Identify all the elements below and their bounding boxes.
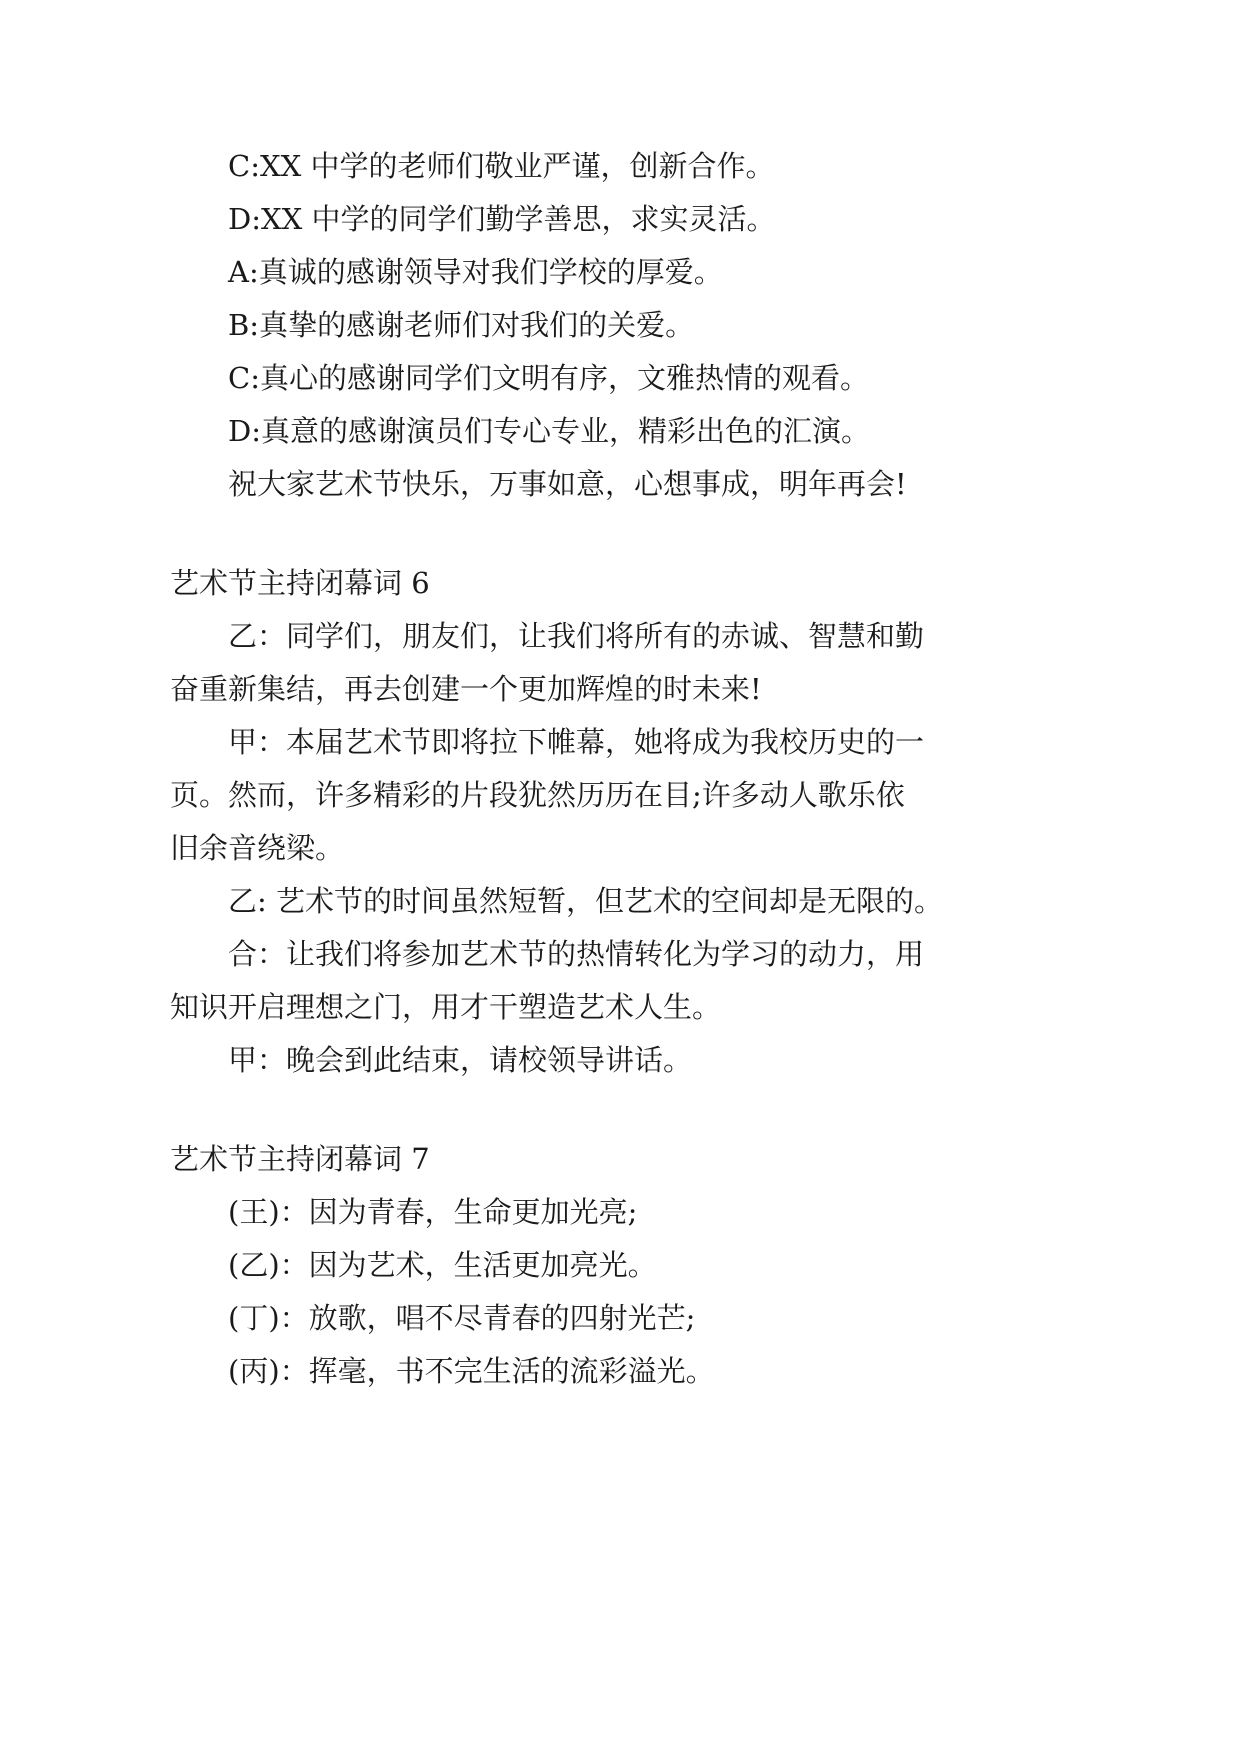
paragraph-line: (丙)：挥毫，书不完生活的流彩溢光。 xyxy=(228,1354,715,1388)
paragraph-line: (王)：因为青春，生命更加光亮; xyxy=(228,1195,638,1229)
paragraph-line: 甲：本届艺术节即将拉下帷幕，她将成为我校历史的一 xyxy=(228,725,925,759)
paragraph-line: 页。然而，许多精彩的片段犹然历历在目;许多动人歌乐依 xyxy=(170,778,905,812)
paragraph-line: 甲：晚会到此结束，请校领导讲话。 xyxy=(228,1043,693,1077)
paragraph-line: D:XX 中学的同学们勤学善思，求实灵活。 xyxy=(228,202,776,236)
paragraph-line: A:真诚的感谢领导对我们学校的厚爱。 xyxy=(228,255,723,289)
paragraph-line: 合：让我们将参加艺术节的热情转化为学习的动力，用 xyxy=(228,937,925,971)
paragraph-line: 祝大家艺术节快乐，万事如意，心想事成，明年再会! xyxy=(228,467,907,501)
paragraph-line: 知识开启理想之门，用才干塑造艺术人生。 xyxy=(170,990,722,1024)
paragraph-line: 奋重新集结，再去创建一个更加辉煌的时未来! xyxy=(170,672,762,706)
paragraph-line: C:真心的感谢同学们文明有序，文雅热情的观看。 xyxy=(228,361,869,395)
paragraph-line: (丁)：放歌，唱不尽青春的四射光芒; xyxy=(228,1301,696,1335)
paragraph-line: 乙：同学们，朋友们，让我们将所有的赤诚、智慧和勤 xyxy=(228,619,925,653)
section-heading: 艺术节主持闭幕词 7 xyxy=(170,1142,430,1176)
paragraph-line: (乙)：因为艺术，生活更加亮光。 xyxy=(228,1248,657,1282)
paragraph-line: B:真挚的感谢老师们对我们的关爱。 xyxy=(228,308,695,342)
paragraph-line: D:真意的感谢演员们专心专业，精彩出色的汇演。 xyxy=(228,414,871,448)
section-heading: 艺术节主持闭幕词 6 xyxy=(170,566,430,600)
paragraph-line: C:XX 中学的老师们敬业严谨，创新合作。 xyxy=(228,149,775,183)
paragraph-line: 旧余音绕梁。 xyxy=(170,831,345,865)
paragraph-line: 乙: 艺术节的时间虽然短暂，但艺术的空间却是无限的。 xyxy=(228,884,943,918)
